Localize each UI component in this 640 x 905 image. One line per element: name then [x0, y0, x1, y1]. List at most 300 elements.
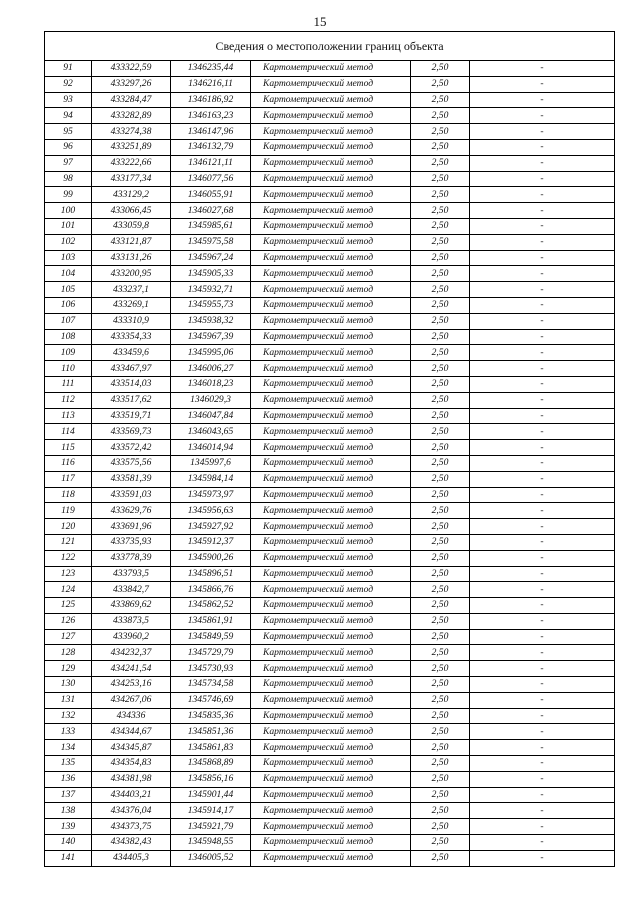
precision-cell: 2,50: [411, 503, 470, 519]
point-number-cell: 136: [45, 771, 92, 787]
table-row: [45, 708, 615, 724]
table-row: [45, 503, 615, 519]
table-row: [45, 629, 615, 645]
table-row: [45, 740, 615, 756]
method-cell: Картометрический метод: [251, 139, 411, 155]
y-coordinate-cell: 1346132,79: [171, 139, 251, 155]
description-cell: -: [470, 487, 615, 503]
table-row: [45, 613, 615, 629]
x-coordinate-cell: 433459,6: [92, 345, 171, 361]
point-number-cell: 99: [45, 187, 92, 203]
description-cell: -: [470, 835, 615, 851]
table-row: [45, 313, 615, 329]
method-cell: Картометрический метод: [251, 376, 411, 392]
precision-cell: 2,50: [411, 708, 470, 724]
precision-cell: 2,50: [411, 455, 470, 471]
x-coordinate-cell: 433269,1: [92, 297, 171, 313]
precision-cell: 2,50: [411, 519, 470, 535]
precision-cell: 2,50: [411, 329, 470, 345]
x-coordinate-cell: 433519,71: [92, 408, 171, 424]
description-cell: -: [470, 171, 615, 187]
precision-cell: 2,50: [411, 835, 470, 851]
point-number-cell: 111: [45, 376, 92, 392]
method-cell: Картометрический метод: [251, 124, 411, 140]
point-number-cell: 121: [45, 534, 92, 550]
y-coordinate-cell: 1345862,52: [171, 598, 251, 614]
y-coordinate-cell: 1345967,24: [171, 250, 251, 266]
point-number-cell: 126: [45, 613, 92, 629]
table-row: [45, 787, 615, 803]
point-number-cell: 119: [45, 503, 92, 519]
y-coordinate-cell: 1345868,89: [171, 756, 251, 772]
y-coordinate-cell: 1345967,39: [171, 329, 251, 345]
boundary-table-container: [44, 31, 615, 867]
table-row: [45, 424, 615, 440]
y-coordinate-cell: 1346014,94: [171, 440, 251, 456]
description-cell: -: [470, 376, 615, 392]
table-row: [45, 361, 615, 377]
precision-cell: 2,50: [411, 771, 470, 787]
description-cell: -: [470, 424, 615, 440]
y-coordinate-cell: 1346047,84: [171, 408, 251, 424]
x-coordinate-cell: 433793,5: [92, 566, 171, 582]
x-coordinate-cell: 434241,54: [92, 661, 171, 677]
precision-cell: 2,50: [411, 266, 470, 282]
method-cell: Картометрический метод: [251, 787, 411, 803]
method-cell: Картометрический метод: [251, 234, 411, 250]
x-coordinate-cell: 433572,42: [92, 440, 171, 456]
y-coordinate-cell: 1345730,93: [171, 661, 251, 677]
precision-cell: 2,50: [411, 376, 470, 392]
point-number-cell: 127: [45, 629, 92, 645]
precision-cell: 2,50: [411, 76, 470, 92]
x-coordinate-cell: 433222,66: [92, 155, 171, 171]
description-cell: -: [470, 313, 615, 329]
description-cell: -: [470, 329, 615, 345]
method-cell: Картометрический метод: [251, 835, 411, 851]
x-coordinate-cell: 434376,04: [92, 803, 171, 819]
method-cell: Картометрический метод: [251, 629, 411, 645]
description-cell: -: [470, 819, 615, 835]
precision-cell: 2,50: [411, 819, 470, 835]
precision-cell: 2,50: [411, 282, 470, 298]
description-cell: -: [470, 297, 615, 313]
point-number-cell: 97: [45, 155, 92, 171]
description-cell: -: [470, 282, 615, 298]
y-coordinate-cell: 1345746,69: [171, 692, 251, 708]
method-cell: Картометрический метод: [251, 724, 411, 740]
precision-cell: 2,50: [411, 61, 470, 77]
point-number-cell: 135: [45, 756, 92, 772]
table-row: [45, 297, 615, 313]
precision-cell: 2,50: [411, 171, 470, 187]
y-coordinate-cell: 1345975,58: [171, 234, 251, 250]
y-coordinate-cell: 1345900,26: [171, 550, 251, 566]
precision-cell: 2,50: [411, 139, 470, 155]
description-cell: -: [470, 850, 615, 866]
x-coordinate-cell: 433842,7: [92, 582, 171, 598]
x-coordinate-cell: 433251,89: [92, 139, 171, 155]
precision-cell: 2,50: [411, 297, 470, 313]
precision-cell: 2,50: [411, 313, 470, 329]
x-coordinate-cell: 433310,9: [92, 313, 171, 329]
y-coordinate-cell: 1345849,59: [171, 629, 251, 645]
point-number-cell: 102: [45, 234, 92, 250]
method-cell: Картометрический метод: [251, 566, 411, 582]
y-coordinate-cell: 1345734,58: [171, 677, 251, 693]
x-coordinate-cell: 434345,87: [92, 740, 171, 756]
y-coordinate-cell: 1346186,92: [171, 92, 251, 108]
precision-cell: 2,50: [411, 187, 470, 203]
description-cell: -: [470, 155, 615, 171]
x-coordinate-cell: 433131,26: [92, 250, 171, 266]
page-number: 15: [313, 14, 327, 29]
point-number-cell: 123: [45, 566, 92, 582]
point-number-cell: 115: [45, 440, 92, 456]
table-row: [45, 171, 615, 187]
method-cell: Картометрический метод: [251, 692, 411, 708]
table-row: [45, 487, 615, 503]
x-coordinate-cell: 434267,06: [92, 692, 171, 708]
y-coordinate-cell: 1345985,61: [171, 218, 251, 234]
y-coordinate-cell: 1346018,23: [171, 376, 251, 392]
y-coordinate-cell: 1345729,79: [171, 645, 251, 661]
precision-cell: 2,50: [411, 629, 470, 645]
method-cell: Картометрический метод: [251, 803, 411, 819]
x-coordinate-cell: 434382,43: [92, 835, 171, 851]
table-row: [45, 850, 615, 866]
method-cell: Картометрический метод: [251, 503, 411, 519]
description-cell: -: [470, 629, 615, 645]
table-row: [45, 550, 615, 566]
x-coordinate-cell: 433237,1: [92, 282, 171, 298]
precision-cell: 2,50: [411, 850, 470, 866]
table-row: [45, 645, 615, 661]
x-coordinate-cell: 433467,97: [92, 361, 171, 377]
description-cell: -: [470, 740, 615, 756]
description-cell: -: [470, 771, 615, 787]
y-coordinate-cell: 1345905,33: [171, 266, 251, 282]
method-cell: Картометрический метод: [251, 487, 411, 503]
precision-cell: 2,50: [411, 487, 470, 503]
method-cell: Картометрический метод: [251, 850, 411, 866]
precision-cell: 2,50: [411, 582, 470, 598]
precision-cell: 2,50: [411, 787, 470, 803]
description-cell: -: [470, 519, 615, 535]
method-cell: Картометрический метод: [251, 408, 411, 424]
table-row: [45, 234, 615, 250]
point-number-cell: 114: [45, 424, 92, 440]
method-cell: Картометрический метод: [251, 313, 411, 329]
precision-cell: 2,50: [411, 677, 470, 693]
table-row: [45, 203, 615, 219]
y-coordinate-cell: 1345955,73: [171, 297, 251, 313]
y-coordinate-cell: 1346147,96: [171, 124, 251, 140]
table-row: [45, 376, 615, 392]
y-coordinate-cell: 1345851,36: [171, 724, 251, 740]
y-coordinate-cell: 1345914,17: [171, 803, 251, 819]
point-number-cell: 104: [45, 266, 92, 282]
precision-cell: 2,50: [411, 645, 470, 661]
point-number-cell: 122: [45, 550, 92, 566]
method-cell: Картометрический метод: [251, 534, 411, 550]
description-cell: -: [470, 92, 615, 108]
precision-cell: 2,50: [411, 250, 470, 266]
y-coordinate-cell: 1345921,79: [171, 819, 251, 835]
point-number-cell: 140: [45, 835, 92, 851]
precision-cell: 2,50: [411, 724, 470, 740]
x-coordinate-cell: 434336: [92, 708, 171, 724]
point-number-cell: 124: [45, 582, 92, 598]
precision-cell: 2,50: [411, 598, 470, 614]
method-cell: Картометрический метод: [251, 187, 411, 203]
x-coordinate-cell: 434354,83: [92, 756, 171, 772]
table-row: [45, 771, 615, 787]
point-number-cell: 131: [45, 692, 92, 708]
y-coordinate-cell: 1345995,06: [171, 345, 251, 361]
x-coordinate-cell: 434381,98: [92, 771, 171, 787]
description-cell: -: [470, 187, 615, 203]
description-cell: -: [470, 61, 615, 77]
method-cell: Картометрический метод: [251, 819, 411, 835]
description-cell: -: [470, 76, 615, 92]
table-row: [45, 582, 615, 598]
point-number-cell: 116: [45, 455, 92, 471]
table-row: [45, 408, 615, 424]
point-number-cell: 92: [45, 76, 92, 92]
table-row: [45, 92, 615, 108]
precision-cell: 2,50: [411, 471, 470, 487]
precision-cell: 2,50: [411, 440, 470, 456]
description-cell: -: [470, 124, 615, 140]
method-cell: Картометрический метод: [251, 266, 411, 282]
y-coordinate-cell: 1346121,11: [171, 155, 251, 171]
table-title: Сведения о местоположении границ объекта: [44, 31, 615, 60]
method-cell: Картометрический метод: [251, 92, 411, 108]
y-coordinate-cell: 1345861,83: [171, 740, 251, 756]
precision-cell: 2,50: [411, 218, 470, 234]
precision-cell: 2,50: [411, 566, 470, 582]
description-cell: -: [470, 345, 615, 361]
x-coordinate-cell: 433629,76: [92, 503, 171, 519]
y-coordinate-cell: 1346027,68: [171, 203, 251, 219]
y-coordinate-cell: 1345948,55: [171, 835, 251, 851]
table-row: [45, 440, 615, 456]
method-cell: Картометрический метод: [251, 218, 411, 234]
precision-cell: 2,50: [411, 613, 470, 629]
table-row: [45, 345, 615, 361]
method-cell: Картометрический метод: [251, 740, 411, 756]
precision-cell: 2,50: [411, 108, 470, 124]
point-number-cell: 138: [45, 803, 92, 819]
point-number-cell: 113: [45, 408, 92, 424]
description-cell: -: [470, 692, 615, 708]
table-row: [45, 187, 615, 203]
method-cell: Картометрический метод: [251, 329, 411, 345]
table-row: [45, 677, 615, 693]
precision-cell: 2,50: [411, 692, 470, 708]
y-coordinate-cell: 1345835,36: [171, 708, 251, 724]
x-coordinate-cell: 433177,34: [92, 171, 171, 187]
description-cell: -: [470, 455, 615, 471]
point-number-cell: 133: [45, 724, 92, 740]
y-coordinate-cell: 1345901,44: [171, 787, 251, 803]
description-cell: -: [470, 234, 615, 250]
point-number-cell: 139: [45, 819, 92, 835]
table-row: [45, 803, 615, 819]
description-cell: -: [470, 677, 615, 693]
y-coordinate-cell: 1345861,91: [171, 613, 251, 629]
x-coordinate-cell: 433322,59: [92, 61, 171, 77]
point-number-cell: 108: [45, 329, 92, 345]
precision-cell: 2,50: [411, 534, 470, 550]
method-cell: Картометрический метод: [251, 76, 411, 92]
point-number-cell: 129: [45, 661, 92, 677]
x-coordinate-cell: 434403,21: [92, 787, 171, 803]
precision-cell: 2,50: [411, 361, 470, 377]
x-coordinate-cell: 433066,45: [92, 203, 171, 219]
description-cell: -: [470, 534, 615, 550]
x-coordinate-cell: 433569,73: [92, 424, 171, 440]
description-cell: -: [470, 613, 615, 629]
x-coordinate-cell: 434253,16: [92, 677, 171, 693]
description-cell: -: [470, 218, 615, 234]
description-cell: -: [470, 598, 615, 614]
method-cell: Картометрический метод: [251, 771, 411, 787]
table-row: [45, 566, 615, 582]
precision-cell: 2,50: [411, 155, 470, 171]
point-number-cell: 128: [45, 645, 92, 661]
point-number-cell: 98: [45, 171, 92, 187]
x-coordinate-cell: 433284,47: [92, 92, 171, 108]
x-coordinate-cell: 433575,56: [92, 455, 171, 471]
method-cell: Картометрический метод: [251, 645, 411, 661]
table-row: [45, 218, 615, 234]
method-cell: Картометрический метод: [251, 661, 411, 677]
point-number-cell: 130: [45, 677, 92, 693]
description-cell: -: [470, 756, 615, 772]
point-number-cell: 103: [45, 250, 92, 266]
description-cell: -: [470, 408, 615, 424]
description-cell: -: [470, 566, 615, 582]
point-number-cell: 94: [45, 108, 92, 124]
description-cell: -: [470, 582, 615, 598]
point-number-cell: 105: [45, 282, 92, 298]
x-coordinate-cell: 433581,39: [92, 471, 171, 487]
method-cell: Картометрический метод: [251, 171, 411, 187]
x-coordinate-cell: 434344,67: [92, 724, 171, 740]
table-row: [45, 598, 615, 614]
table-body: [45, 61, 615, 867]
description-cell: -: [470, 724, 615, 740]
method-cell: Картометрический метод: [251, 708, 411, 724]
method-cell: Картометрический метод: [251, 471, 411, 487]
method-cell: Картометрический метод: [251, 756, 411, 772]
point-number-cell: 95: [45, 124, 92, 140]
x-coordinate-cell: 433354,33: [92, 329, 171, 345]
x-coordinate-cell: 434405,3: [92, 850, 171, 866]
description-cell: -: [470, 139, 615, 155]
table-row: [45, 266, 615, 282]
x-coordinate-cell: 433735,93: [92, 534, 171, 550]
y-coordinate-cell: 1346235,44: [171, 61, 251, 77]
table-row: [45, 139, 615, 155]
table-row: [45, 455, 615, 471]
description-cell: -: [470, 471, 615, 487]
point-number-cell: 96: [45, 139, 92, 155]
table-row: [45, 329, 615, 345]
y-coordinate-cell: 1346216,11: [171, 76, 251, 92]
method-cell: Картометрический метод: [251, 345, 411, 361]
table-row: [45, 534, 615, 550]
x-coordinate-cell: 433200,95: [92, 266, 171, 282]
description-cell: -: [470, 787, 615, 803]
y-coordinate-cell: 1346006,27: [171, 361, 251, 377]
y-coordinate-cell: 1346055,91: [171, 187, 251, 203]
precision-cell: 2,50: [411, 345, 470, 361]
method-cell: Картометрический метод: [251, 61, 411, 77]
x-coordinate-cell: 433517,62: [92, 392, 171, 408]
description-cell: -: [470, 440, 615, 456]
description-cell: -: [470, 708, 615, 724]
point-number-cell: 100: [45, 203, 92, 219]
table-row: [45, 61, 615, 77]
point-number-cell: 101: [45, 218, 92, 234]
method-cell: Картометрический метод: [251, 613, 411, 629]
precision-cell: 2,50: [411, 234, 470, 250]
y-coordinate-cell: 1345984,14: [171, 471, 251, 487]
y-coordinate-cell: 1345938,32: [171, 313, 251, 329]
y-coordinate-cell: 1346077,56: [171, 171, 251, 187]
point-number-cell: 112: [45, 392, 92, 408]
y-coordinate-cell: 1345997,6: [171, 455, 251, 471]
description-cell: -: [470, 803, 615, 819]
table-row: [45, 724, 615, 740]
x-coordinate-cell: 433691,96: [92, 519, 171, 535]
method-cell: Картометрический метод: [251, 392, 411, 408]
x-coordinate-cell: 433873,5: [92, 613, 171, 629]
method-cell: Картометрический метод: [251, 155, 411, 171]
y-coordinate-cell: 1345927,92: [171, 519, 251, 535]
y-coordinate-cell: 1346043,65: [171, 424, 251, 440]
point-number-cell: 106: [45, 297, 92, 313]
precision-cell: 2,50: [411, 803, 470, 819]
method-cell: Картометрический метод: [251, 361, 411, 377]
method-cell: Картометрический метод: [251, 203, 411, 219]
table-row: [45, 819, 615, 835]
method-cell: Картометрический метод: [251, 424, 411, 440]
y-coordinate-cell: 1346163,23: [171, 108, 251, 124]
precision-cell: 2,50: [411, 92, 470, 108]
x-coordinate-cell: 433778,39: [92, 550, 171, 566]
precision-cell: 2,50: [411, 124, 470, 140]
table-row: [45, 108, 615, 124]
x-coordinate-cell: 433129,2: [92, 187, 171, 203]
point-number-cell: 117: [45, 471, 92, 487]
y-coordinate-cell: 1346029,3: [171, 392, 251, 408]
precision-cell: 2,50: [411, 203, 470, 219]
description-cell: -: [470, 645, 615, 661]
description-cell: -: [470, 550, 615, 566]
boundary-coordinates-table: [44, 60, 615, 867]
point-number-cell: 137: [45, 787, 92, 803]
x-coordinate-cell: 433282,89: [92, 108, 171, 124]
table-row: [45, 155, 615, 171]
description-cell: -: [470, 392, 615, 408]
point-number-cell: 125: [45, 598, 92, 614]
method-cell: Картометрический метод: [251, 297, 411, 313]
method-cell: Картометрический метод: [251, 519, 411, 535]
